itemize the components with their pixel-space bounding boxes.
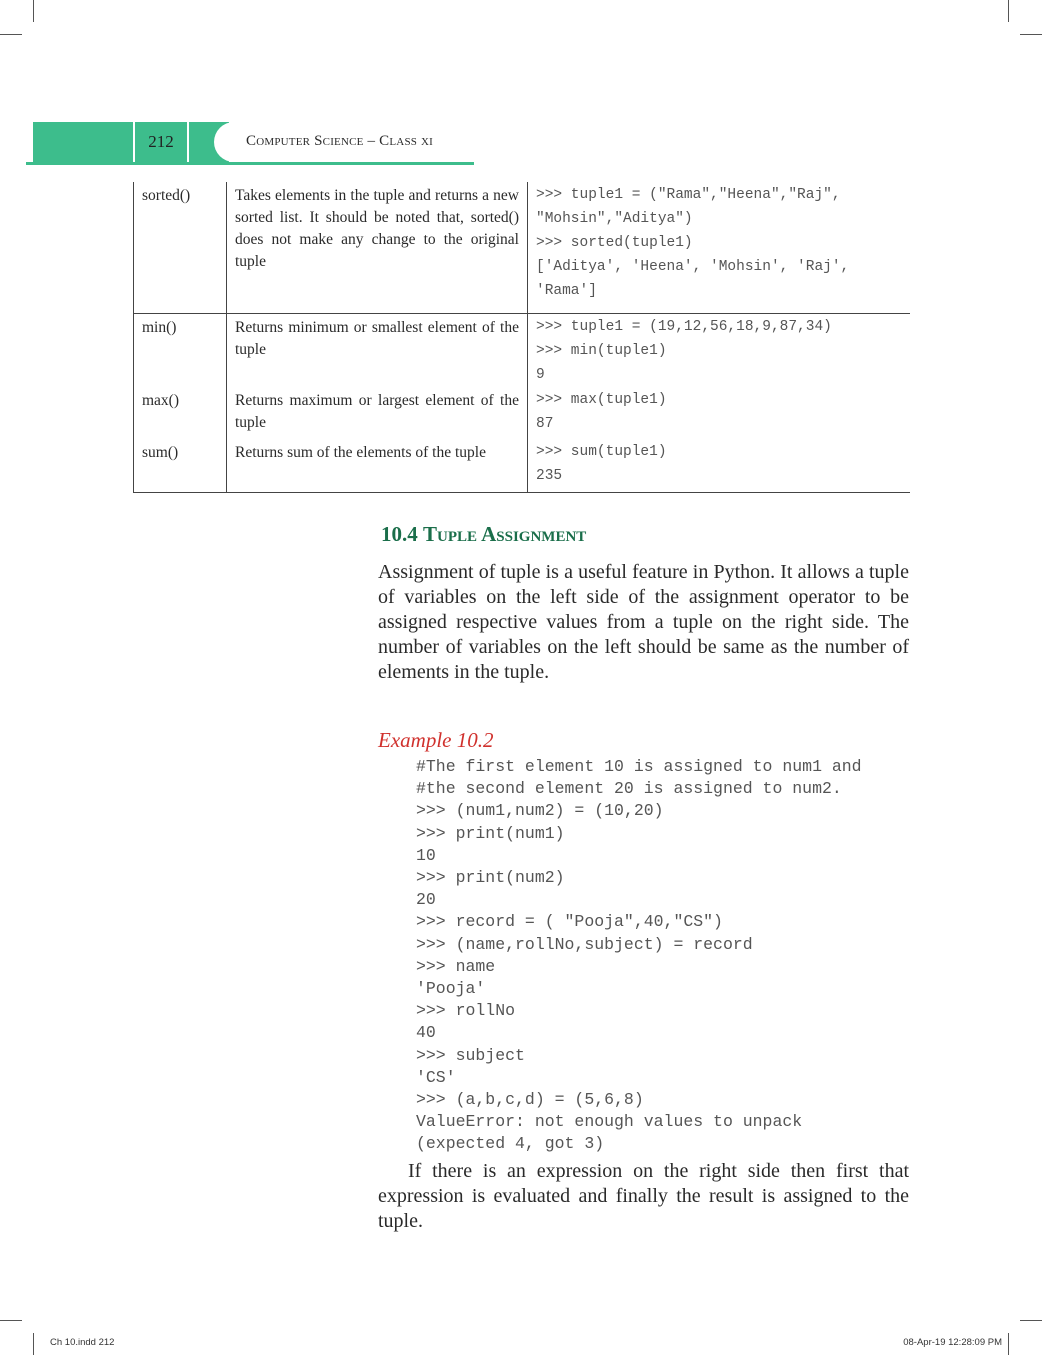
crop-mark [1008, 1333, 1009, 1355]
function-example-code: >>> tuple1 = (19,12,56,18,9,87,34) >>> min(tuple1) 9 [528, 314, 911, 389]
crop-mark [1020, 34, 1042, 35]
function-name: sum() [134, 440, 227, 493]
function-name: min() [134, 314, 227, 389]
function-example-code: >>> sum(tuple1) 235 [528, 440, 911, 493]
closing-paragraph: If there is an expression on the right side then first that expression is evaluated and finally the result is assigned to the tuple. [378, 1160, 909, 1232]
section-heading [381, 522, 586, 547]
function-description: Returns sum of the elements of the tuple [227, 440, 528, 493]
table-row [134, 314, 911, 389]
crop-mark [1020, 1320, 1042, 1321]
page-number: 212 [135, 122, 187, 162]
function-example-code: >>> max(tuple1) 87 [536, 392, 667, 432]
example-code-block: #The first element 10 is assigned to num1 and #the second element 20 is assigned to num2. >>> (num1,num2) = (10,20) >>> print(num1) 10 >>> print(num2) 20 >>> record = ( "Pooja",40,"CS") >>> (name,rollNo,subject) = record >>> name 'Pooja' >>> rollNo 40 >>> subject 'CS' >>> (a,b,c,d) = (5,6,8) ValueError: not enough values to unpack (expected 4, got 3) [416, 757, 862, 1154]
table-row [134, 388, 911, 440]
section-title: Tuple Assignment [423, 522, 587, 546]
example-label: Example 10.2 [378, 728, 494, 752]
function-example-code: >>> tuple1 = ("Rama","Heena","Raj", "Mohsin","Aditya") >>> sorted(tuple1) ['Aditya', 'Heena', 'Mohsin', 'Raj', 'Rama'] [536, 187, 850, 299]
section-number: 10.4 [381, 522, 418, 546]
function-name: max() [134, 388, 227, 440]
function-name: sorted() [134, 182, 227, 314]
crop-mark [0, 34, 22, 35]
footer-file-info: Ch 10.indd 212 [50, 1337, 115, 1348]
table-row [134, 440, 911, 493]
crop-mark [33, 0, 34, 22]
footer-timestamp: 08-Apr-19 12:28:09 PM [903, 1337, 1002, 1348]
crop-mark [33, 1333, 34, 1355]
header-band [33, 122, 133, 162]
function-description: Takes elements in the tuple and returns a new sorted list. It should be noted that, sorted() does not make any change to the original tuple [227, 182, 528, 314]
crop-mark [1008, 0, 1009, 22]
tuple-functions-table [133, 182, 910, 493]
section-intro-paragraph: Assignment of tuple is a useful feature in Python. It allows a tuple of variables on the left side of the assignment operator to be assigned respective values from a tuple on the right side. The number of variables on the left should be same as the number of elements in the tuple. [378, 561, 909, 683]
table-row [134, 182, 911, 314]
function-description: Returns minimum or smallest element of the tuple [227, 314, 528, 389]
function-description: Returns maximum or largest element of the tuple [227, 388, 528, 440]
crop-mark [0, 1320, 22, 1321]
running-head: Computer Science – Class xi [246, 133, 434, 149]
header-underline [26, 162, 474, 165]
